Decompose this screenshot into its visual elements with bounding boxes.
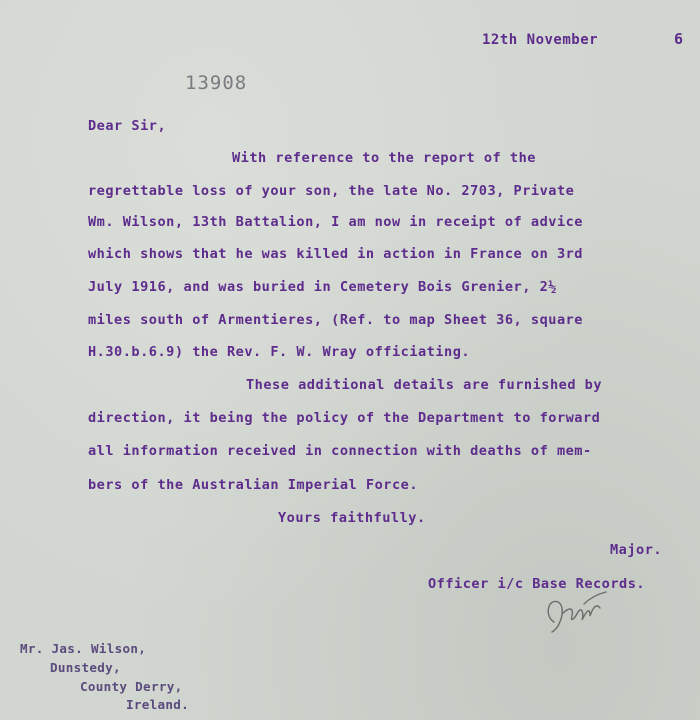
paragraph2-line: direction, it being the policy of the Department to forward bbox=[88, 410, 601, 426]
paragraph1-line: miles south of Armentieres, (Ref. to map Sheet 36, square bbox=[88, 312, 583, 328]
paragraph1-line: which shows that he was killed in action in France on 3rd bbox=[88, 246, 583, 262]
address-line: Dunstedy, bbox=[50, 660, 121, 675]
salutation: Dear Sir, bbox=[88, 118, 167, 134]
address-line: County Derry, bbox=[80, 679, 183, 694]
page-number: 6 bbox=[674, 30, 684, 48]
reference-number: 13908 bbox=[185, 72, 248, 94]
signatory-rank: Major. bbox=[610, 542, 663, 558]
paragraph1-line: With reference to the report of the bbox=[232, 150, 536, 166]
signatory-office: Officer i/c Base Records. bbox=[428, 576, 646, 592]
letter-date: 12th November bbox=[482, 32, 599, 48]
paragraph1-line: H.30.b.6.9) the Rev. F. W. Wray officiating. bbox=[88, 344, 471, 360]
paragraph1-line: July 1916, and was buried in Cemetery Bois Grenier, 2½ bbox=[88, 279, 557, 295]
paragraph1-line: Wm. Wilson, 13th Battalion, I am now in receipt of advice bbox=[88, 214, 583, 230]
closing: Yours faithfully. bbox=[278, 510, 426, 526]
address-line: Ireland. bbox=[126, 697, 190, 712]
paragraph2-line: These additional details are furnished by bbox=[246, 377, 603, 393]
paragraph2-line: all information received in connection with deaths of mem- bbox=[88, 443, 592, 459]
paragraph2-line: bers of the Australian Imperial Force. bbox=[88, 477, 418, 493]
paragraph1-line: regrettable loss of your son, the late No. 2703, Private bbox=[88, 183, 575, 199]
handwritten-initials-icon bbox=[540, 586, 610, 636]
address-line: Mr. Jas. Wilson, bbox=[20, 641, 147, 656]
